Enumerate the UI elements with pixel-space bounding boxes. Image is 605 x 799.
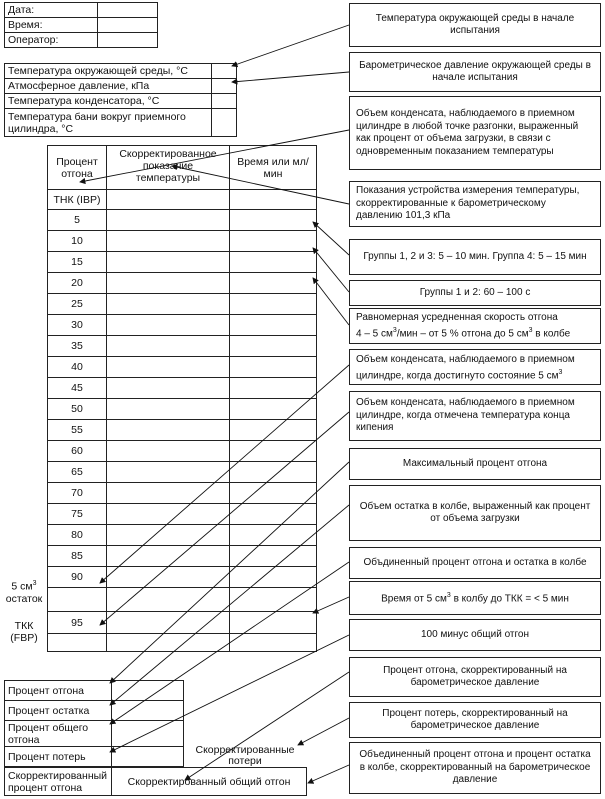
summary-distilled-label: Процент отгона [5,681,112,701]
row-temp-cell[interactable] [107,252,230,273]
summary-total-label: Процент общего отгона [5,721,112,747]
row-temp-cell[interactable] [107,336,230,357]
note-groups-12: Группы 1 и 2: 60 – 100 с [349,280,601,306]
table-row [48,190,317,210]
row-percent-label: 55 [48,420,107,441]
conditions-table [4,63,237,137]
row-temp-cell[interactable] [107,525,230,546]
row-time-cell[interactable] [230,462,317,483]
row-percent-label: 75 [48,504,107,525]
header-form [4,2,158,48]
col-time-header: Время или мл/мин [230,146,317,190]
row-percent-label: 45 [48,378,107,399]
row-time-cell[interactable] [230,210,317,231]
operator-label: Оператор: [5,33,98,48]
summary-residue-label: Процент остатка [5,701,112,721]
row-time-cell[interactable] [230,504,317,525]
row-time-cell[interactable] [230,357,317,378]
row-time-cell[interactable] [230,483,317,504]
condenser-temp-label: Температура конденсатора, °С [5,94,212,109]
col-temp-header: Скорректированное показание температуры [107,146,230,190]
table-row [48,567,317,588]
row-percent-label [48,634,107,652]
row-percent-label: 10 [48,231,107,252]
row-percent-label: ТНК (IBP) [48,190,107,210]
row-time-cell[interactable] [230,399,317,420]
summary-table [4,680,184,767]
table-row [48,378,317,399]
note-corrected-losses: Процент потерь, скорректированный на барометрическое давление [349,702,601,738]
row-time-cell[interactable] [230,634,317,652]
table-row [48,634,317,652]
row-time-cell[interactable] [230,567,317,588]
note-groups-123: Группы 1, 2 и 3: 5 – 10 мин. Группа 4: 5 – 15 мин [349,239,601,275]
note-corrected-temp: Показания устройства измерения температуры, скорректированные к барометрическому давлению 101,3 кПа [349,181,601,227]
note-combined-percent: Объдиненный процент отгона и остатка в колбе [349,547,601,579]
pressure-field[interactable] [212,79,237,94]
table-row [48,357,317,378]
leader-avg-rate [313,278,349,325]
bath-temp-field[interactable] [212,109,237,137]
summary-residue-field[interactable] [112,701,184,721]
note-max-percent: Максимальный процент отгона [349,448,601,480]
table-row [48,546,317,567]
row-time-cell[interactable] [230,441,317,462]
date-field[interactable] [98,3,158,18]
row-percent-label: 20 [48,273,107,294]
table-row [48,612,317,634]
corrected-percent-label: Скорректированный процент отгона [5,768,112,796]
corrected-losses-label: Скорректированные потери [195,744,295,767]
summary-losses-field[interactable] [112,747,184,767]
row-percent-label: 85 [48,546,107,567]
note-ambient-temp: Температура окружающей среды в начале испытания [349,3,601,47]
leader-time-to-fbp [313,597,349,613]
row-percent-label: 60 [48,441,107,462]
row-temp-cell[interactable] [107,294,230,315]
row-temp-cell[interactable] [107,612,230,634]
table-row [48,483,317,504]
table-row [48,273,317,294]
leader-groups-12 [313,248,349,292]
pressure-label: Атмосферное давление, кПа [5,79,212,94]
row-time-cell[interactable] [230,612,317,634]
row-percent-label: 80 [48,525,107,546]
table-row [48,231,317,252]
table-row [48,525,317,546]
summary-total-field[interactable] [112,721,184,747]
row-percent-label: 25 [48,294,107,315]
row-temp-cell[interactable] [107,634,230,652]
note-condensate-volume: Объем конденсата, наблюдаемого в приемном цилиндре в любой точке разгонки, выраженный как процент от объема загрузки, в связи с одновременным показанием температуры [349,96,601,170]
row-temp-cell[interactable] [107,420,230,441]
row-time-cell[interactable] [230,420,317,441]
summary-distilled-field[interactable] [112,681,184,701]
row-time-cell[interactable] [230,546,317,567]
row-temp-cell[interactable] [107,588,230,612]
note-corrected-combined: Объединенный процент отгона и процент остатка в колбе, скорректированный на барометрическое давление [349,742,601,794]
residue-label: 5 $см^3$ остаток [5,580,43,605]
leader-baro-pressure [232,72,349,82]
row-time-cell[interactable] [230,231,317,252]
date-label: Дата: [5,3,98,18]
row-percent-label: 30 [48,315,107,336]
row-percent-label: 35 [48,336,107,357]
leader-corrected-losses [298,718,349,745]
row-time-cell[interactable] [230,252,317,273]
row-temp-cell[interactable] [107,357,230,378]
operator-field[interactable] [98,33,158,48]
row-time-cell[interactable] [230,315,317,336]
row-temp-cell[interactable] [107,441,230,462]
table-row [48,315,317,336]
row-temp-cell[interactable] [107,504,230,525]
note-residue-volume: Объем остатка в колбе, выраженный как процент от объема загрузки [349,485,601,541]
corrected-total-label: Скорректированный общий отгон [112,768,307,796]
table-row [48,504,317,525]
table-row [48,420,317,441]
note-baro-pressure: Барометрическое давление окружающей среды в начале испытания [349,52,601,92]
note-avg-rate: Равномерная усредненная скорость отгона 4 – 5 $см^3$/мин – от 5 % отгона до 5 $см^3$ в колбе [349,308,601,344]
row-percent-label: 65 [48,462,107,483]
row-percent-label: 15 [48,252,107,273]
note-time-to-fbp: Время от 5 $см^3$ в колбу до ТКК = < 5 мин [349,581,601,615]
row-time-cell[interactable] [230,525,317,546]
ambient-temp-label: Температура окружающей среды, °С [5,64,212,79]
row-temp-cell[interactable] [107,462,230,483]
ambient-temp-field[interactable] [212,64,237,79]
distillation-table [47,145,317,652]
summary-losses-label: Процент потерь [5,747,112,767]
table-row [48,462,317,483]
row-time-cell[interactable] [230,378,317,399]
row-temp-cell[interactable] [107,483,230,504]
row-temp-cell[interactable] [107,210,230,231]
fbp-label: ТКК (FBP) [10,620,38,644]
row-temp-cell[interactable] [107,273,230,294]
row-time-cell[interactable] [230,336,317,357]
note-condensate-fbp: Объем конденсата, наблюдаемого в приемном цилиндре, когда отмечена температура конца кипения [349,391,601,441]
table-row [48,441,317,462]
leader-corrected-combined [308,765,349,783]
note-condensate-5cm3: Объем конденсата, наблюдаемого в приемном цилиндре, когда достигнуто состояние 5 $см^3$ [349,349,601,385]
row-temp-cell[interactable] [107,399,230,420]
table-row [48,252,317,273]
row-time-cell[interactable] [230,273,317,294]
row-temp-cell[interactable] [107,546,230,567]
row-time-cell[interactable] [230,588,317,612]
table-row [48,399,317,420]
row-temp-cell[interactable] [107,567,230,588]
row-percent-label: 40 [48,357,107,378]
row-temp-cell[interactable] [107,231,230,252]
row-percent-label: 90 [48,567,107,588]
row-percent-label [48,588,107,612]
note-corrected-distilled: Процент отгона, скорректированный на барометрическое давление [349,657,601,697]
row-percent-label: 50 [48,399,107,420]
row-temp-cell[interactable] [107,190,230,210]
table-row [48,210,317,231]
row-percent-label: 70 [48,483,107,504]
table-row [48,336,317,357]
row-temp-cell[interactable] [107,378,230,399]
time-label: Время: [5,18,98,33]
note-100-minus: 100 минус общий отгон [349,619,601,651]
time-field[interactable] [98,18,158,33]
row-percent-label: 95 [48,612,107,634]
row-time-cell[interactable] [230,190,317,210]
condenser-temp-field[interactable] [212,94,237,109]
col-percent-header: Процент отгона [48,146,107,190]
row-temp-cell[interactable] [107,315,230,336]
row-time-cell[interactable] [230,294,317,315]
corrected-summary-table [4,767,307,796]
bath-temp-label: Температура бани вокруг приемного цилиндра, °С [5,109,212,137]
leader-groups-123 [313,222,349,255]
table-row [48,588,317,612]
table-row [48,294,317,315]
leader-ambient-temp [232,25,349,66]
row-percent-label: 5 [48,210,107,231]
